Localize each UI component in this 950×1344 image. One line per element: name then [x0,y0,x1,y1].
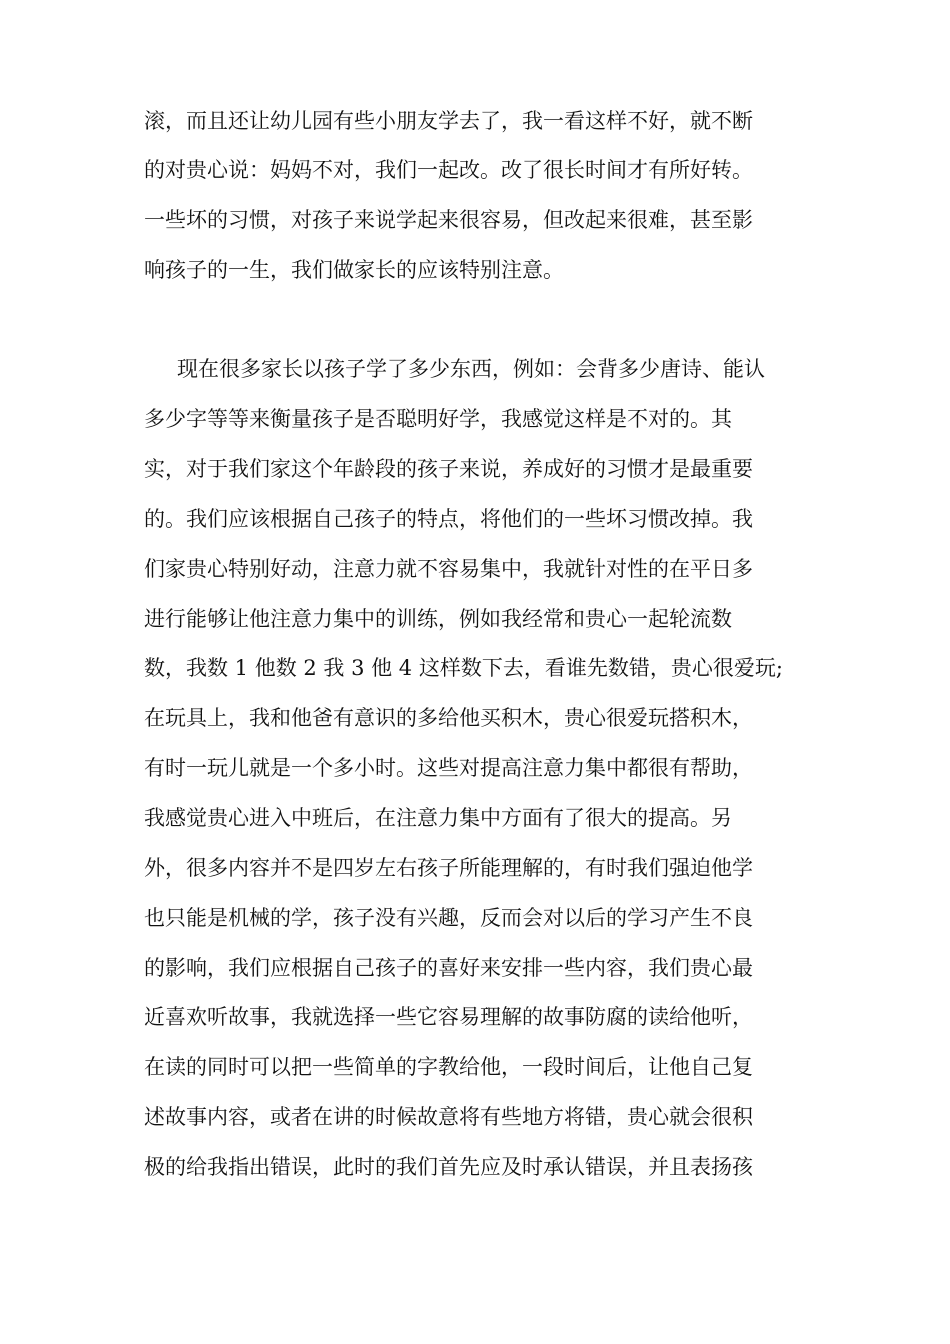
paragraph-2-line-17: 极的给我指出错误，此时的我们首先应及时承认错误，并且表扬孩 [144,1155,753,1179]
paragraph-2-line-13: 的影响，我们应根据自己孩子的喜好来安排一些内容，我们贵心最 [144,956,753,980]
paragraph-2-line-11: 外，很多内容并不是四岁左右孩子所能理解的，有时我们强迫他学 [144,856,753,880]
paragraph-2-line-9: 有时一玩儿就是一个多小时。这些对提高注意力集中都很有帮助， [144,756,753,780]
paragraph-1-line-4: 响孩子的一生，我们做家长的应该特别注意。 [144,258,564,282]
paragraph-2-line-4: 的。我们应该根据自己孩子的特点，将他们的一些坏习惯改掉。我 [144,507,753,531]
paragraph-2-line-10: 我感觉贵心进入中班后，在注意力集中方面有了很大的提高。另 [144,806,732,830]
paragraph-1-line-2: 的对贵心说：妈妈不对，我们一起改。改了很长时间才有所好转。 [144,158,753,182]
paragraph-2-line-8: 在玩具上，我和他爸有意识的多给他买积木，贵心很爱玩搭积木， [144,706,753,730]
paragraph-2-line-12: 也只能是机械的学，孩子没有兴趣，反而会对以后的学习产生不良 [144,906,753,930]
paragraph-2-line-6: 进行能够让他注意力集中的训练，例如我经常和贵心一起轮流数 [144,607,732,631]
paragraph-2-line-5: 们家贵心特别好动，注意力就不容易集中，我就针对性的在平日多 [144,557,753,581]
paragraph-2-line-2: 多少字等等来衡量孩子是否聪明好学，我感觉这样是不对的。其 [144,407,732,431]
paragraph-2-line-1: 现在很多家长以孩子学了多少东西，例如：会背多少唐诗、能认 [177,357,765,381]
paragraph-2-line-16: 述故事内容，或者在讲的时候故意将有些地方将错，贵心就会很积 [144,1105,753,1129]
paragraph-2-line-7: 数，我数 1 他数 2 我 3 他 4 这样数下去，看谁先数错，贵心很爱玩; [144,656,783,680]
paragraph-2-line-3: 实，对于我们家这个年龄段的孩子来说，养成好的习惯才是最重要 [144,457,753,481]
paragraph-2-line-15: 在读的同时可以把一些简单的字教给他，一段时间后，让他自己复 [144,1055,753,1079]
paragraph-1-line-3: 一些坏的习惯，对孩子来说学起来很容易，但改起来很难，甚至影 [144,208,753,232]
paragraph-1-line-1: 滚，而且还让幼儿园有些小朋友学去了，我一看这样不好，就不断 [144,109,753,133]
paragraph-2-line-14: 近喜欢听故事，我就选择一些它容易理解的故事防腐的读给他听， [144,1005,753,1029]
